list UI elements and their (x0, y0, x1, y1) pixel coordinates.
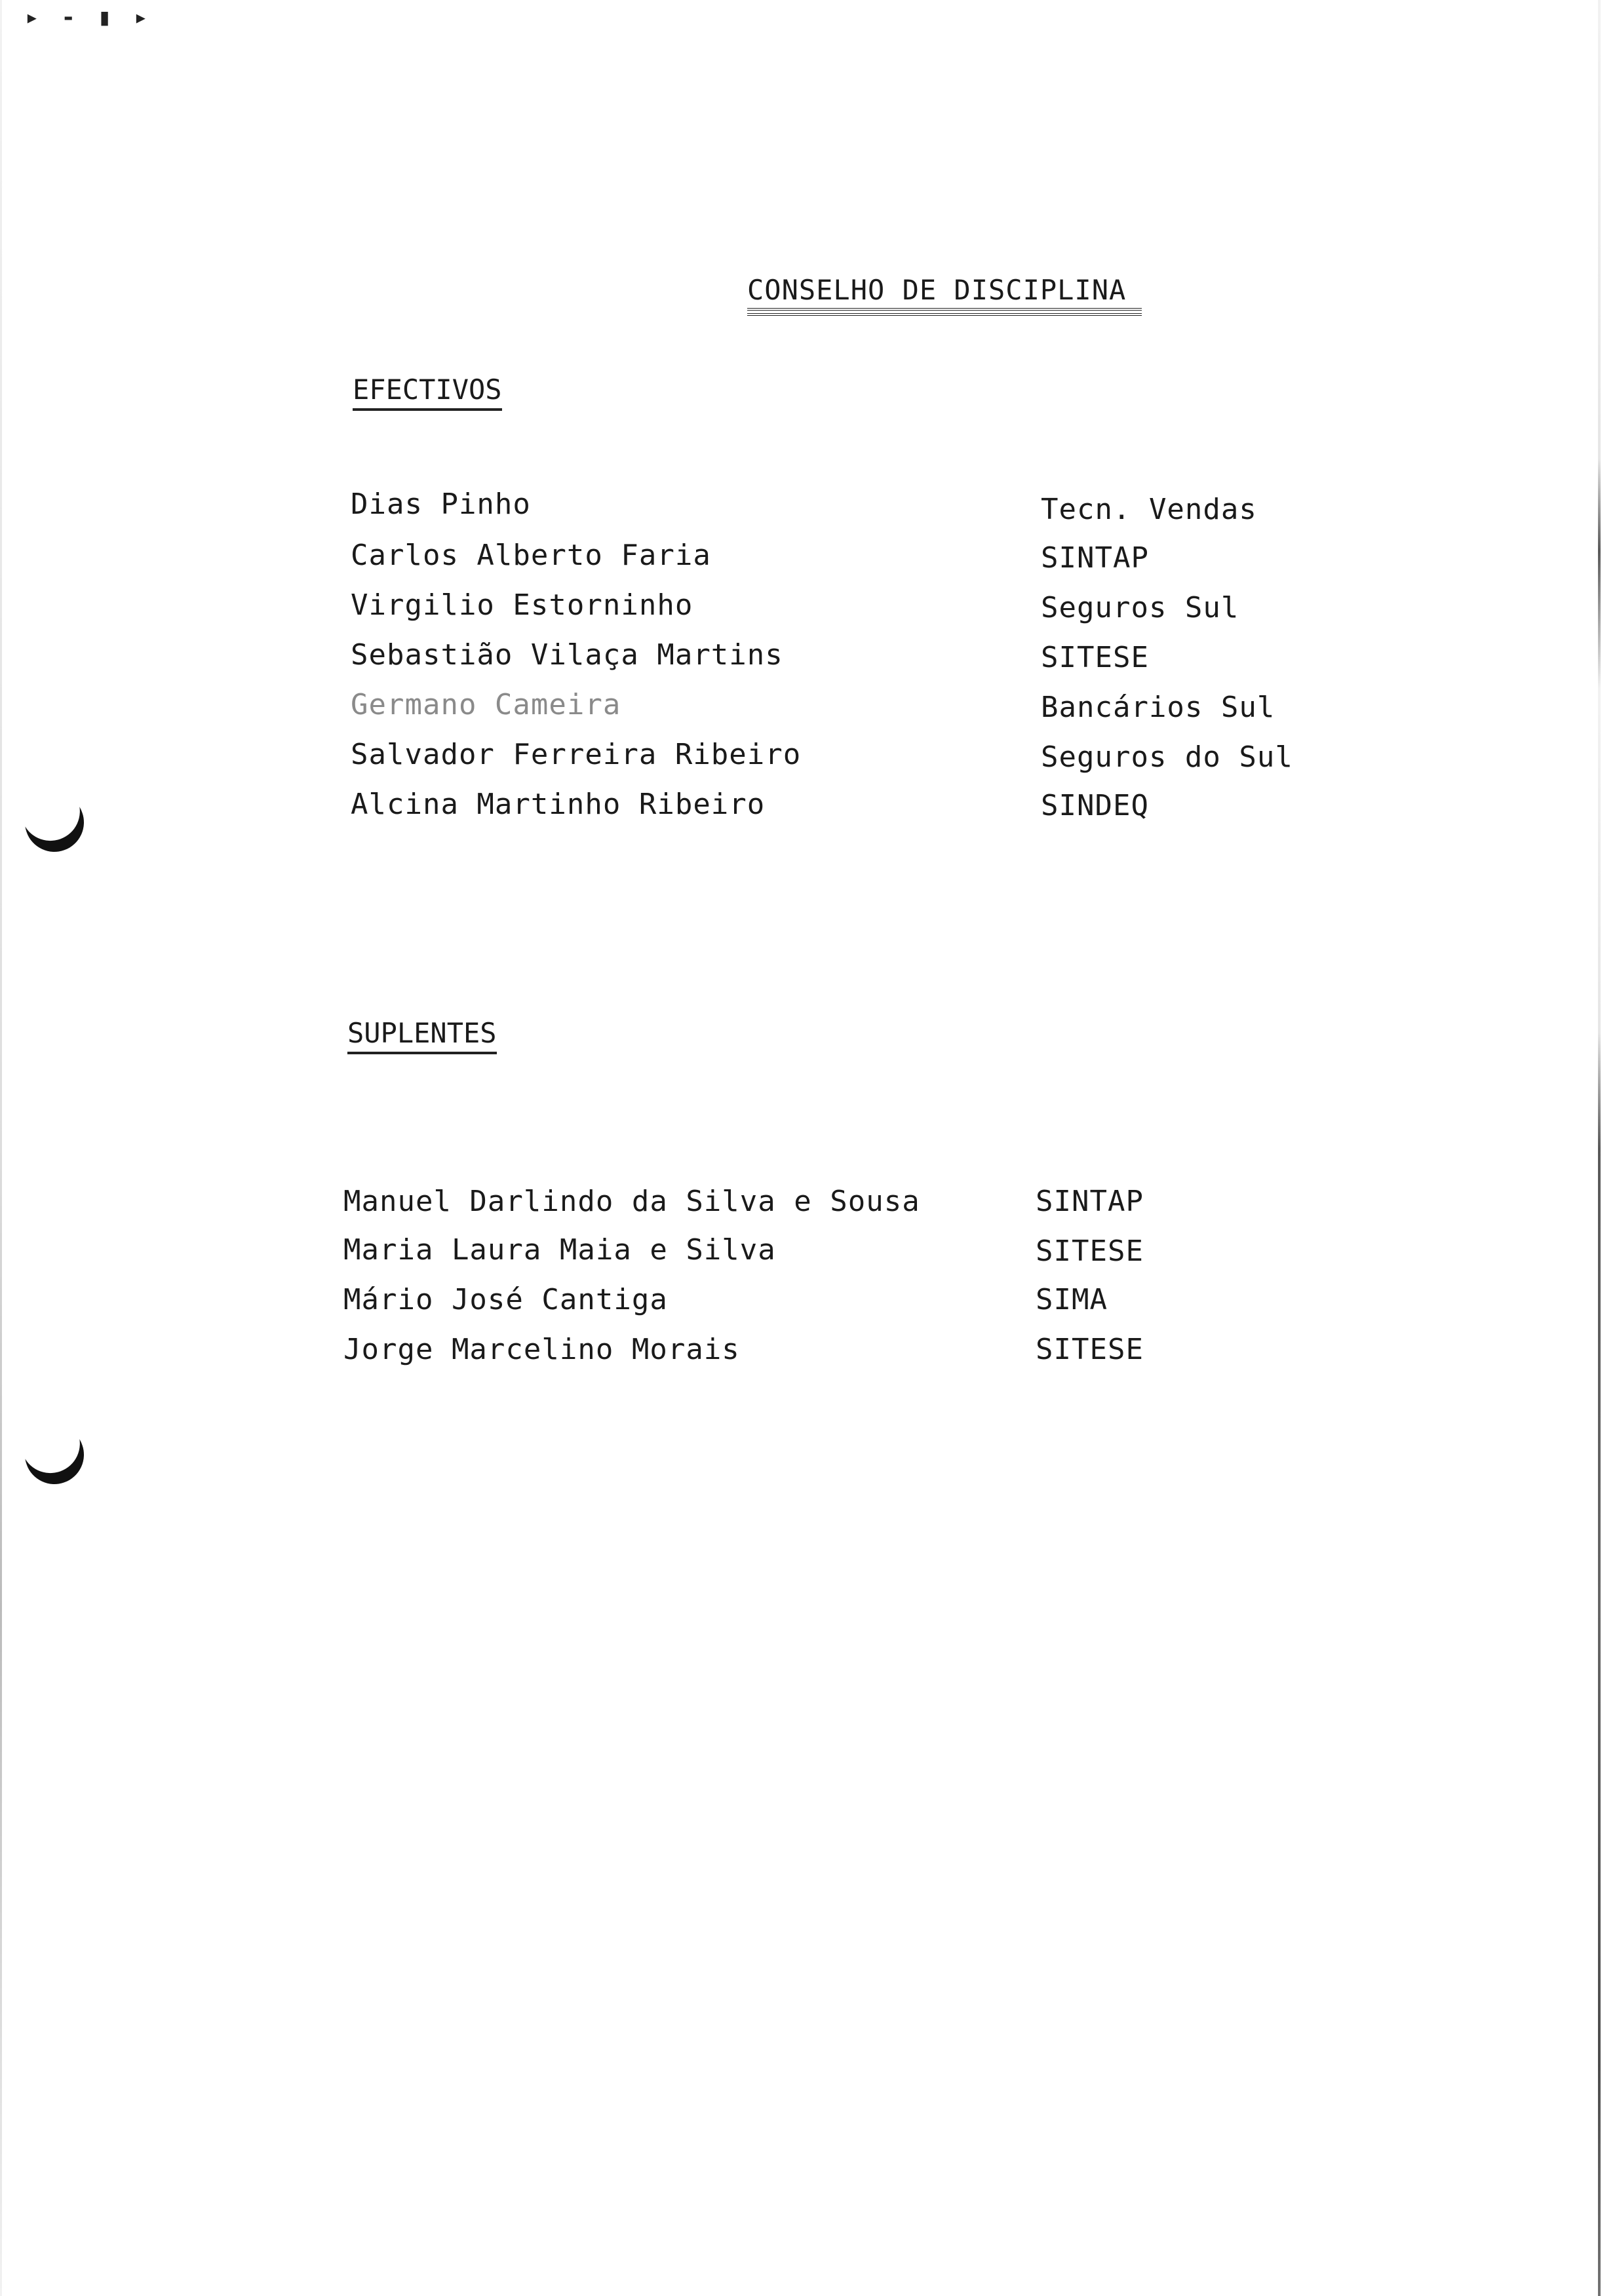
suplente-org: SITESE (1036, 1234, 1144, 1268)
efectivo-name: Salvador Ferreira Ribeiro (351, 738, 802, 771)
title-double-underline (747, 308, 1142, 316)
efectivo-org: SITESE (1041, 641, 1149, 674)
suplente-org: SINTAP (1036, 1185, 1144, 1218)
efectivo-name: Virgilio Estorninho (351, 588, 693, 622)
efectivo-org: Tecn. Vendas (1041, 493, 1257, 526)
efectivo-name: Carlos Alberto Faria (351, 539, 711, 572)
efectivo-org: Seguros do Sul (1041, 740, 1293, 774)
scan-left-edge (0, 0, 2, 2296)
efectivo-name: Sebastião Vilaça Martins (351, 638, 783, 672)
suplente-name: Jorge Marcelino Morais (343, 1333, 740, 1366)
section-heading-suplentes: SUPLENTES (347, 1017, 497, 1054)
efectivo-org: SINDEQ (1041, 789, 1149, 822)
efectivo-org: SINTAP (1041, 541, 1149, 575)
page-title: CONSELHO DE DISCIPLINA (747, 274, 1127, 306)
efectivo-name: Alcina Martinho Ribeiro (351, 788, 766, 821)
punch-hole-icon (16, 784, 92, 860)
section-heading-efectivos: EFECTIVOS (353, 373, 502, 411)
suplente-name: Manuel Darlindo da Silva e Sousa (343, 1185, 920, 1218)
efectivo-name: Germano Cameira (351, 688, 621, 721)
suplente-name: Maria Laura Maia e Silva (343, 1233, 776, 1267)
efectivo-org: Seguros Sul (1041, 591, 1239, 624)
punch-hole-icon (16, 1417, 92, 1492)
scan-corner-mark: ▸ - ▮ ▸ (25, 4, 152, 31)
efectivo-name: Dias Pinho (351, 488, 531, 521)
efectivo-org: Bancários Sul (1041, 691, 1275, 724)
scan-right-edge (1598, 0, 1601, 2296)
suplente-org: SIMA (1036, 1283, 1108, 1316)
suplente-org: SITESE (1036, 1333, 1144, 1366)
suplente-name: Mário José Cantiga (343, 1283, 668, 1316)
